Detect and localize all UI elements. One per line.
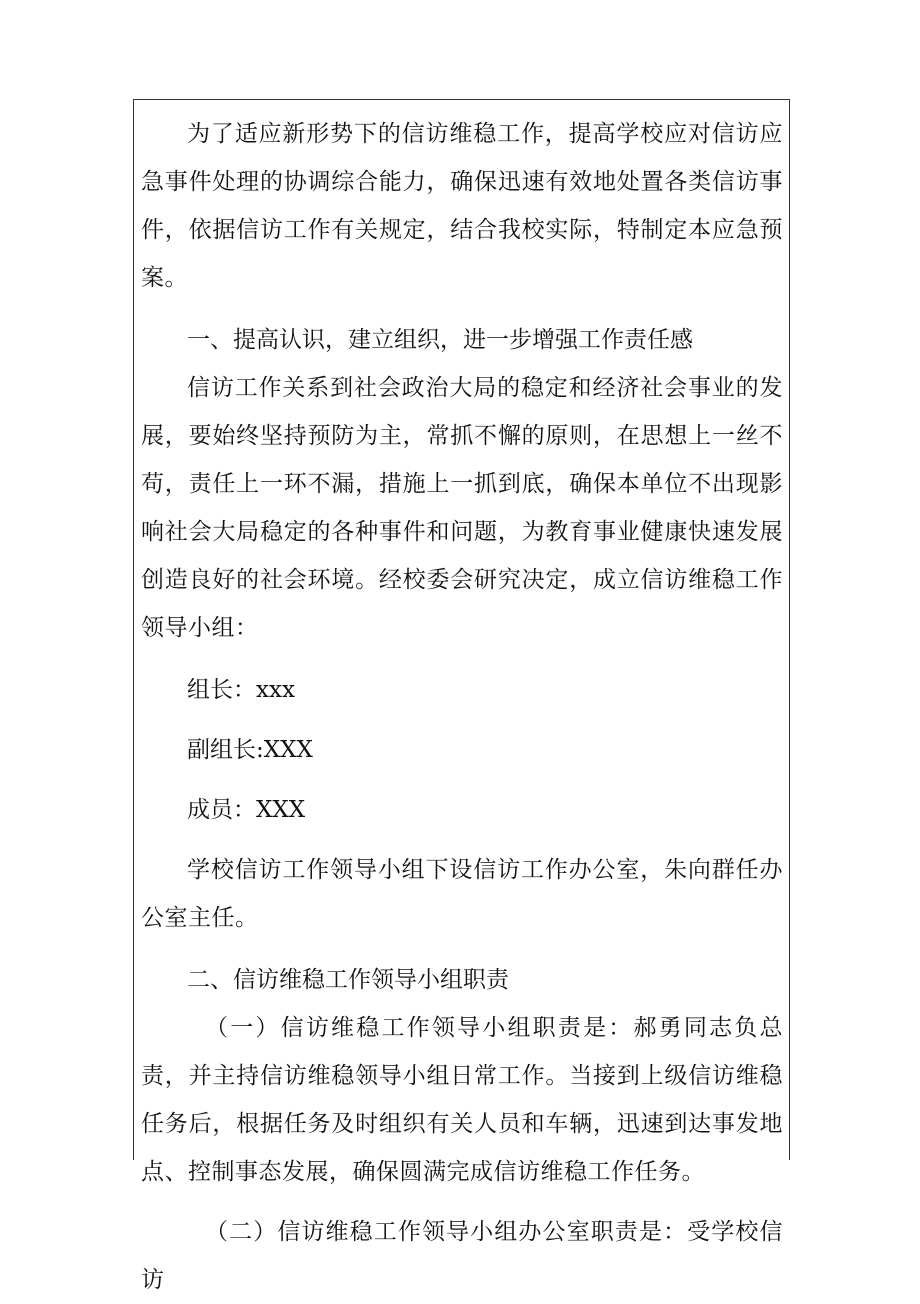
deputy-line: 副组长:XXX xyxy=(187,737,313,763)
section2-item2: （二）信访维稳工作领导小组办公室职责是：受学校信访 xyxy=(141,1219,783,1293)
section2-item1: （一）信访维稳工作领导小组职责是：郝勇同志负总责，并主持信访维稳领导小组日常工作。当接到上级信访维稳任务后，根据任务及时组织有关人员和车辆，迅速到达事发地点、控制事态发展，确保圆满完成信访维稳工作任务。 xyxy=(141,1015,783,1185)
office-paragraph: 学校信访工作领导小组下设信访工作办公室，朱向群任办公室主任。 xyxy=(141,857,783,931)
section2-heading: 二、信访维稳工作领导小组职责 xyxy=(187,967,509,993)
section1-heading: 一、提高认识，建立组织，进一步增强工作责任感 xyxy=(187,327,693,353)
leader-line: 组长：xxx xyxy=(187,677,295,703)
section1-body: 信访工作关系到社会政治大局的稳定和经济社会事业的发展，要始终坚持预防为主，常抓不懈的原则，在思想上一丝不苟，责任上一环不漏，措施上一抓到底，确保本单位不出现影响社会大局稳定的各种事件和问题，为教育事业健康快速发展创造良好的社会环境。经校委会研究决定，成立信访维稳工作领导小组： xyxy=(141,375,783,641)
intro-paragraph: 为了适应新形势下的信访维稳工作，提高学校应对信访应急事件处理的协调综合能力，确保迅速有效地处置各类信访事件，依据信访工作有关规定，结合我校实际，特制定本应急预案。 xyxy=(141,121,783,291)
members-line: 成员：XXX xyxy=(187,797,306,823)
document-body xyxy=(141,110,783,1304)
